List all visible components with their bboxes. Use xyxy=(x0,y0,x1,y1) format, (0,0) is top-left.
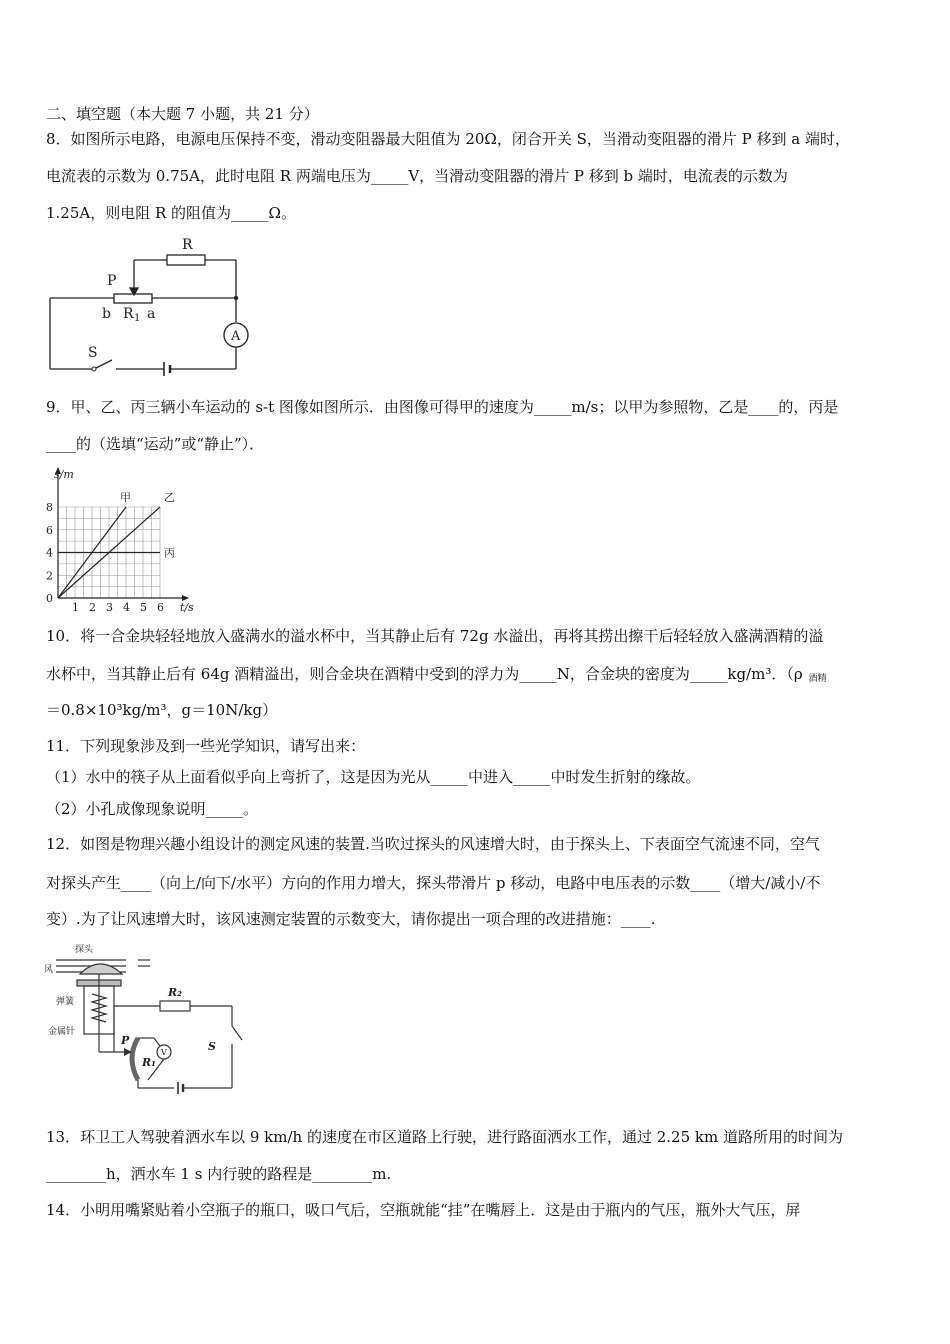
switch-s-icon xyxy=(232,1026,242,1040)
label-r1: R₁ xyxy=(142,1056,156,1069)
q9-line-1: 9．甲、乙、丙三辆小车运动的 s-t 图像如图所示．由图像可得甲的速度为_____m/s；以甲为参照物，乙是____的，丙是 xyxy=(46,398,839,416)
switch-icon xyxy=(94,360,112,369)
q14-line-1: 14．小明用嘴紧贴着小空瓶子的瓶口，吸口气后，空瓶就能“挂”在嘴唇上．这是由于瓶内的气压，瓶外大气压，屏 xyxy=(46,1201,801,1219)
q10-line-3: ＝0.8×10³kg/m³，g＝10N/kg） xyxy=(46,701,278,719)
x-tick-label: 6 xyxy=(157,601,164,614)
q12-line-2: 对探头产生____（向上/向下/水平）方向的作用力增大，探头带滑片 p 移动，电路中电压表的示数____（增大/减小/不 xyxy=(46,874,821,892)
label-b: b xyxy=(102,306,111,322)
label-p: P xyxy=(121,1034,130,1047)
label-r: R xyxy=(182,237,193,253)
label-ammeter: A xyxy=(231,329,241,344)
label-v: V xyxy=(161,1048,167,1057)
q10-line-1: 10．将一合金块轻轻地放入盛满水的溢水杯中，当其静止后有 72g 水溢出，再将其捞出擦干后轻轻放入盛满酒精的溢 xyxy=(46,627,824,645)
y-axis-label: s/m xyxy=(54,468,74,481)
series-label-2: 乙 xyxy=(164,491,175,504)
label-r1: R xyxy=(123,306,134,322)
q8-circuit-diagram xyxy=(44,236,254,380)
q10-line-2 xyxy=(46,664,827,689)
q8-line-2: 电流表的示数为 0.75A，此时电阻 R 两端电压为_____V，当滑动变阻器的滑片 P 移到 b 端时，电流表的示数为 xyxy=(46,167,788,185)
q11-line-2: （1）水中的筷子从上面看似乎向上弯折了，这是因为光从_____中进入_____中时发生折射的缘故。 xyxy=(46,768,701,786)
label-p: P xyxy=(107,273,117,289)
q8-line-1: 8．如图所示电路，电源电压保持不变，滑动变阻器最大阻值为 20Ω，闭合开关 S，当滑动变阻器的滑片 P 移到 a 端时， xyxy=(46,130,850,148)
q10-line-2-text: 水杯中，当其静止后有 64g 酒精溢出，则合金块在酒精中受到的浮力为_____N，合金块的密度为_____kg/m³．（ρ xyxy=(46,665,803,683)
x-tick-label: 3 xyxy=(106,601,113,614)
x-axis-label: t/s xyxy=(180,601,194,614)
q12-line-1: 12．如图是物理兴趣小组设计的测定风速的装置.当吹过探头的风速增大时，由于探头上、下表面空气流速不同，空气 xyxy=(46,835,820,853)
series-label-1: 甲 xyxy=(120,491,131,504)
label-r2: R₂ xyxy=(168,986,182,999)
y-tick-label: 2 xyxy=(46,569,53,583)
q13-line-1: 13．环卫工人驾驶着洒水车以 9 km/h 的速度在市区道路上行驶，进行路面洒水工作，通过 2.25 km 道路所用的时间为 xyxy=(46,1128,843,1146)
series-label-3: 丙 xyxy=(164,546,175,560)
x-tick-label: 2 xyxy=(89,601,96,614)
q11-line-3: （2）小孔成像现象说明_____。 xyxy=(46,800,259,818)
q8-line-3: 1.25A，则电阻 R 的阻值为_____Ω。 xyxy=(46,204,296,222)
resistor-r1-arc xyxy=(132,1038,138,1080)
q9-st-chart xyxy=(36,464,216,616)
q12-wind-speed-device xyxy=(42,940,274,1114)
y-tick-label: 4 xyxy=(46,546,53,560)
label-spring: 弹簧 xyxy=(56,997,75,1007)
x-tick-label: 1 xyxy=(72,601,79,614)
x-tick-label: 5 xyxy=(140,601,147,614)
q9-line-2: ____的（选填“运动”或“静止”）． xyxy=(46,435,265,453)
label-a-end: a xyxy=(147,306,156,322)
label-switch: S xyxy=(88,345,98,361)
y-tick-label: 0 xyxy=(46,592,53,605)
q11-line-1: 11．下列现象涉及到一些光学知识，请写出来： xyxy=(46,737,366,755)
q12-line-3: 变）.为了让风速增大时，该风速测定装置的示数变大，请你提出一项合理的改进措施：____. xyxy=(46,910,656,928)
x-tick-label: 4 xyxy=(123,601,130,614)
label-r1-sub: 1 xyxy=(134,313,141,324)
label-s: S xyxy=(208,1040,216,1053)
section-title: 二、填空题（本大题 7 小题，共 21 分） xyxy=(46,105,319,123)
label-wind: 风 xyxy=(44,965,54,975)
y-tick-label: 6 xyxy=(46,523,53,537)
resistor-r xyxy=(167,255,205,265)
label-needle: 金属针 xyxy=(48,1027,76,1037)
q13-line-2: ________h，洒水车 1 s 内行驶的路程是________m. xyxy=(46,1165,392,1183)
y-tick-label: 8 xyxy=(46,501,53,514)
rheostat-r1 xyxy=(114,294,152,303)
q10-rho-subscript: 酒精 xyxy=(808,674,827,684)
resistor-r2 xyxy=(160,1001,190,1011)
label-probe: 探头 xyxy=(75,945,94,955)
